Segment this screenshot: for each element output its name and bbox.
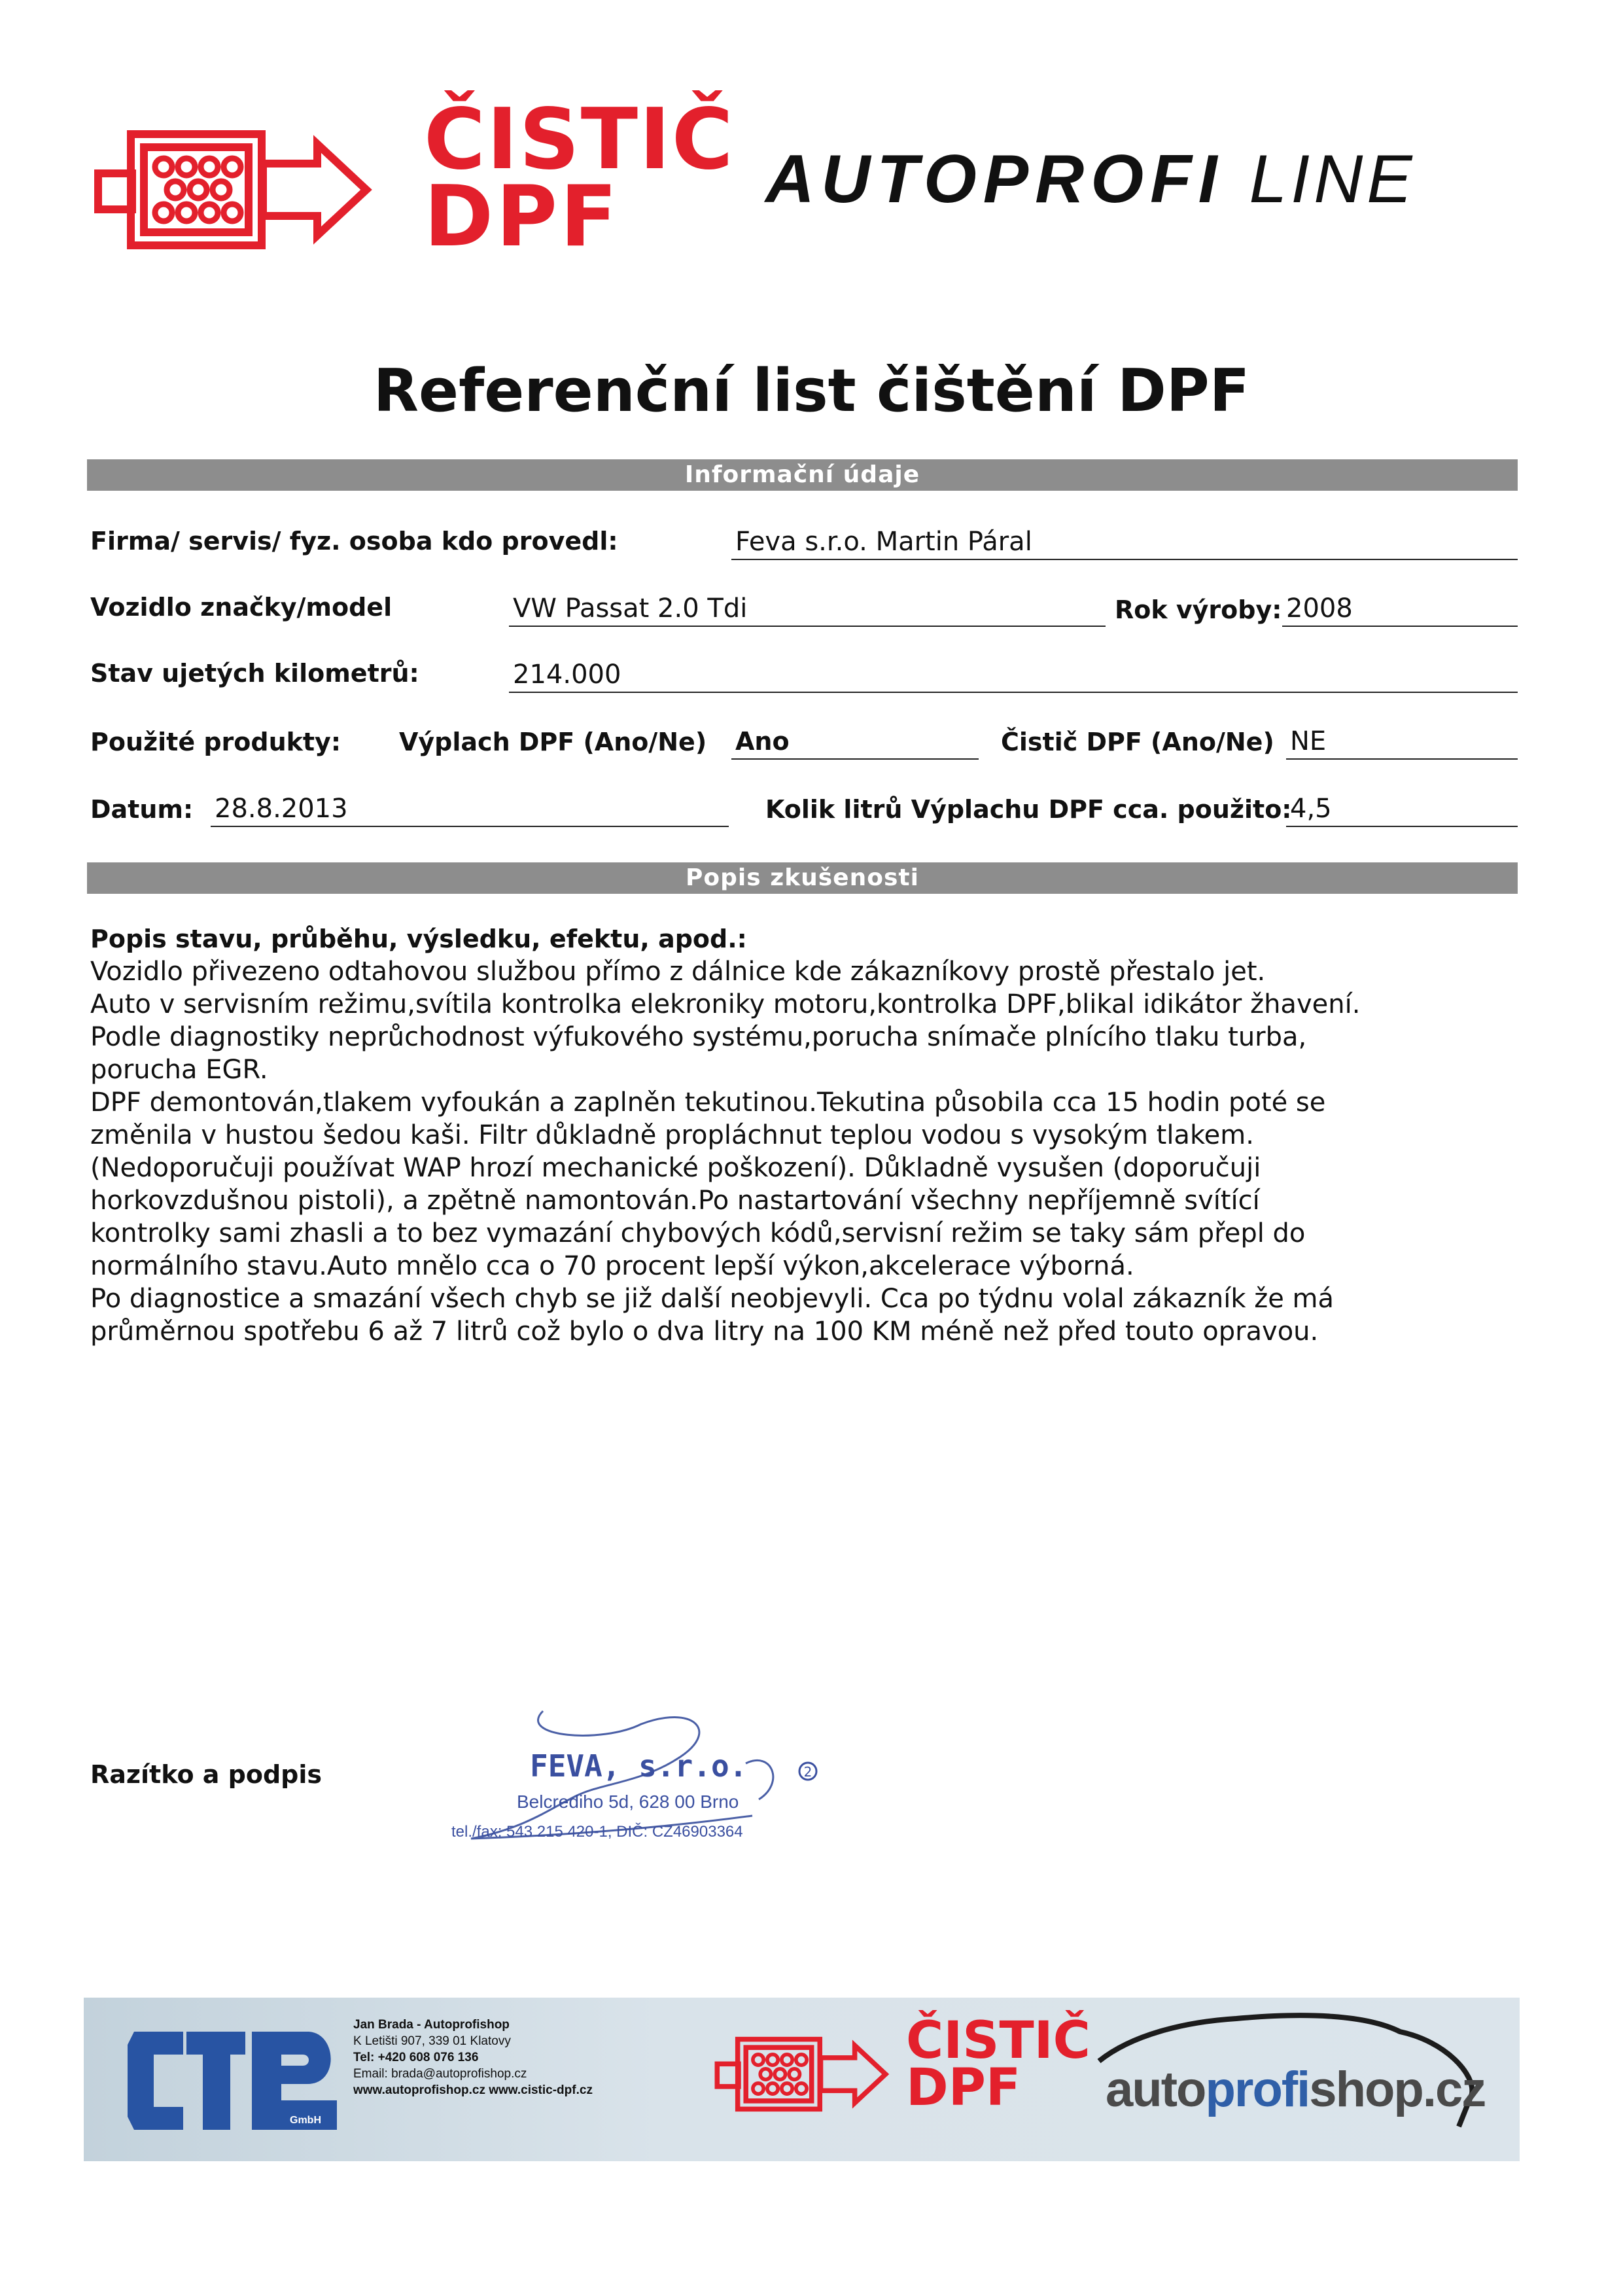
vyplach-field: Ano [731, 723, 979, 760]
description-line: kontrolky sami zhasli a to bez vymazání chybových kódů,servisní režim se taky sám přepl do [90, 1218, 1306, 1248]
litru-field: 4,5 [1286, 790, 1518, 827]
description-text [90, 955, 1529, 1348]
datum-label: Datum: [90, 795, 194, 824]
footer-email: Email: brada@autoprofishop.cz [353, 2067, 527, 2081]
footer-brand-cistic: ČISTIČ [906, 2011, 1091, 2070]
km-label: Stav ujetých kilometrů: [90, 659, 419, 688]
footer-dpf-filter-logo [713, 2035, 890, 2113]
stamp-contact: tel./fax: 543 215 420-1, DIČ: CZ46903364 [451, 1823, 743, 1841]
datum-field: 28.8.2013 [211, 790, 729, 827]
rok-field: 2008 [1282, 590, 1518, 627]
gmbh-text: GmbH [290, 2115, 321, 2126]
autoprofi-text: AUTOPROFI [765, 141, 1224, 217]
footer-contact [353, 2017, 593, 2098]
section-bar-experience: Popis zkušenosti [87, 862, 1518, 894]
rok-label: Rok výroby: [1115, 595, 1282, 624]
vozidlo-label: Vozidlo značky/model [90, 593, 393, 622]
produkty-label: Použité produkty: [90, 728, 341, 756]
autoprofishop-logo [1106, 2061, 1485, 2118]
description-line: Vozidlo přivezeno odtahovou službou přímo z dálnice kde zákazníkovy prostě přestalo jet. [90, 957, 1266, 987]
description-line: Po diagnostice a smazání všech chyb se již další neobjevyli. Cca po týdnu volal zákazník že má [90, 1284, 1335, 1314]
cistic-field: NE [1286, 723, 1518, 760]
footer-brand-dpf: DPF [906, 2058, 1021, 2117]
litru-label: Kolik litrů Výplachu DPF cca. použito: [765, 795, 1292, 824]
signature-label: Razítko a podpis [90, 1760, 323, 1789]
footer-tel: Tel: +420 608 076 136 [353, 2051, 479, 2064]
company-stamp [445, 1685, 837, 1855]
km-field: 214.000 [509, 656, 1518, 693]
shop-part-profi: profi [1205, 2062, 1310, 2117]
firma-field: Feva s.r.o. Martin Páral [731, 523, 1518, 560]
stamp-address: Belcrediho 5d, 628 00 Brno [517, 1792, 739, 1812]
autoprofi-line-logo [765, 141, 1416, 219]
brand-cistic: ČISTIČ [424, 91, 735, 188]
firma-label: Firma/ servis/ fyz. osoba kdo provedl: [90, 527, 618, 556]
shop-part-auto: auto [1106, 2062, 1206, 2117]
description-line: průměrnou spotřebu 6 až 7 litrů což bylo o dva litry na 100 KM méně než před touto opravou. [90, 1316, 1319, 1347]
description-heading: Popis stavu, průběhu, výsledku, efektu, apod.: [90, 925, 747, 953]
vyplach-label: Výplach DPF (Ano/Ne) [399, 728, 707, 756]
brand-dpf: DPF [424, 168, 620, 266]
footer-web: www.autoprofishop.cz www.cistic-dpf.cz [353, 2083, 593, 2097]
svg-text:2: 2 [803, 1764, 812, 1780]
description-line: DPF demontován,tlakem vyfoukán a zaplněn tekutinou.Tekutina působila cca 15 hodin poté se [90, 1087, 1326, 1118]
description-line: horkovzdušnou pistoli), a zpětně namontován.Po nastartování všechny nepříjemně svítící [90, 1186, 1260, 1216]
description-line: normálního stavu.Auto mnělo cca o 70 procent lepší výkon,akcelerace výborná. [90, 1251, 1134, 1281]
stamp-name: FEVA, s.r.o. [530, 1748, 748, 1784]
footer-address: K Letišti 907, 339 01 Klatovy [353, 2034, 511, 2048]
description-line: Auto v servisním režimu,svítila kontrolka elekroniky motoru,kontrolka DPF,blikal idikátor žhavení. [90, 989, 1361, 1019]
section-bar-info: Informační údaje [87, 459, 1518, 491]
description-line: (Nedoporučuji používat WAP hrozí mechanické poškození). Důkladně vysušen (doporučuji [90, 1153, 1261, 1183]
footer-company: Jan Brada - Autoprofishop [353, 2018, 510, 2032]
dpf-filter-logo [92, 128, 373, 252]
vozidlo-field: VW Passat 2.0 Tdi [509, 590, 1106, 627]
page-title: Referenční list čištění DPF [373, 357, 1250, 425]
description-line: porucha EGR. [90, 1055, 268, 1085]
line-text: LINE [1249, 141, 1416, 217]
cistic-label: Čistič DPF (Ano/Ne) [1001, 728, 1274, 756]
shop-part-shop: shop.cz [1309, 2062, 1486, 2117]
ctp-logo [121, 2025, 350, 2136]
description-line: Podle diagnostiky neprůchodnost výfukového systému,porucha snímače plnícího tlaku turba, [90, 1022, 1307, 1052]
description-line: změnila v hustou šedou kaši. Filtr důkladně propláchnut teplou vodou s vysokým tlakem. [90, 1120, 1254, 1150]
